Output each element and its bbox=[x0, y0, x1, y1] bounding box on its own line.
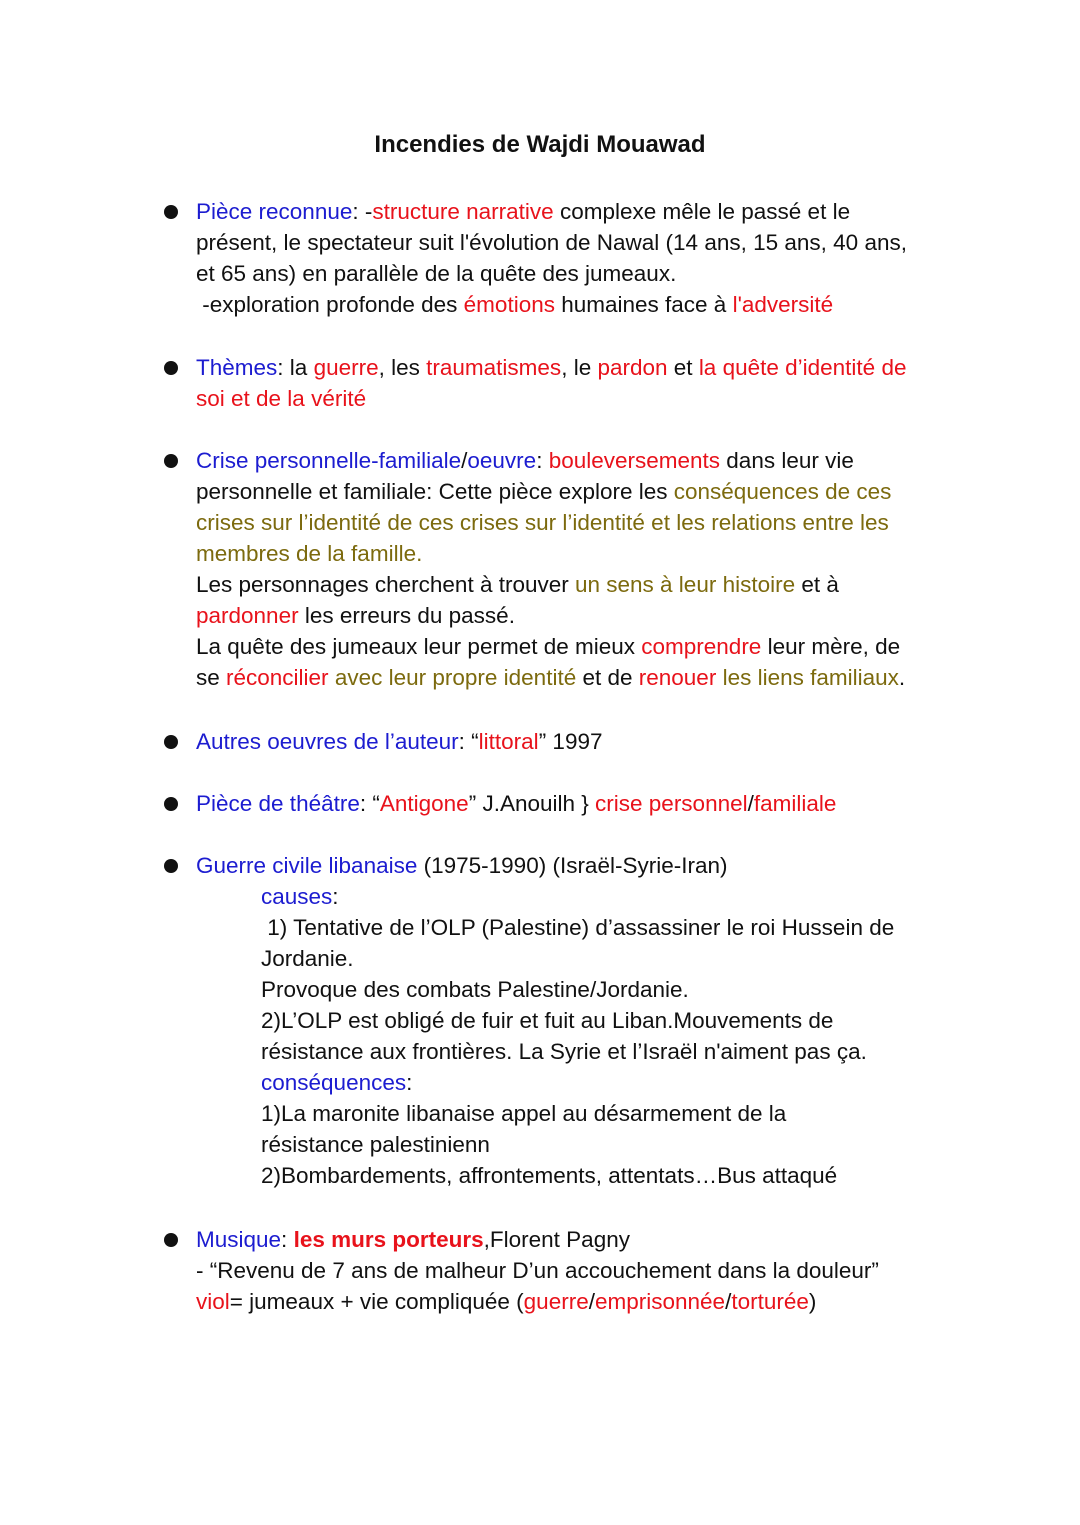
text-line: 1) Tentative de l’OLP (Palestine) d’assassiner le roi Hussein de bbox=[261, 915, 895, 940]
text-line: membres de la famille. bbox=[196, 541, 423, 566]
text-line: Thèmes: la guerre, les traumatismes, le pardon et la quête d’identité de bbox=[196, 355, 907, 380]
bullet-icon bbox=[164, 859, 178, 873]
section-guerre-civile bbox=[196, 850, 956, 1191]
causes-heading: causes: bbox=[261, 884, 339, 909]
keyword: structure narrative bbox=[372, 199, 554, 224]
document-title: Incendies de Wajdi Mouawad bbox=[374, 131, 706, 158]
bullet-icon bbox=[164, 361, 178, 375]
keyword: guerre bbox=[523, 1289, 589, 1314]
keyword: torturée bbox=[731, 1289, 809, 1314]
text-line: crises sur l’identité de ces crises sur l’identité et les relations entre les bbox=[196, 510, 889, 535]
section-label: Pièce de théâtre bbox=[196, 791, 360, 816]
keyword: emprisonnée bbox=[594, 1289, 726, 1314]
text-line: La quête des jumeaux leur permet de mieux comprendre leur mère, de bbox=[196, 634, 901, 659]
highlight: avec leur propre identité bbox=[328, 665, 577, 690]
consequences-heading: conséquences: bbox=[261, 1070, 413, 1095]
bullet-icon bbox=[164, 454, 178, 468]
section-label: oeuvre bbox=[467, 448, 537, 473]
highlight: conséquences de ces bbox=[673, 479, 892, 504]
text-line: 1)La maronite libanaise appel au désarmement de la bbox=[261, 1101, 787, 1126]
bullet-icon bbox=[164, 797, 178, 811]
text-line: personnelle et familiale: Cette pièce explore les conséquences de ces bbox=[196, 479, 892, 504]
text-line: Musique: les murs porteurs,Florent Pagny bbox=[196, 1227, 630, 1252]
text-line: Pièce reconnue: -structure narrative complexe mêle le passé et le bbox=[196, 199, 851, 224]
bullet-icon bbox=[164, 205, 178, 219]
sub-label: causes bbox=[261, 884, 333, 909]
section-piece-reconnue bbox=[196, 196, 956, 320]
text-line: se réconcilier avec leur propre identité et de renouer les liens familiaux. bbox=[196, 665, 906, 690]
text-line: Provoque des combats Palestine/Jordanie. bbox=[261, 977, 689, 1002]
text-line: résistance palestinienn bbox=[261, 1132, 490, 1157]
keyword: littoral bbox=[478, 729, 539, 754]
keyword: familiale bbox=[753, 791, 837, 816]
section-label: Musique bbox=[196, 1227, 282, 1252]
keyword: émotions bbox=[463, 292, 555, 317]
keyword: renouer bbox=[638, 665, 717, 690]
text-line: pardonner les erreurs du passé. bbox=[196, 603, 515, 628]
song-title: les murs porteurs bbox=[293, 1227, 484, 1252]
text-line: soi et de la vérité bbox=[196, 386, 367, 411]
keyword: réconcilier bbox=[226, 665, 329, 690]
section-themes bbox=[196, 352, 956, 414]
text-line: Autres oeuvres de l’auteur: “littoral” 1997 bbox=[196, 729, 603, 754]
keyword: pardon bbox=[597, 355, 668, 380]
section-label: Crise personnelle-familiale bbox=[196, 448, 462, 473]
bullet-icon bbox=[164, 735, 178, 749]
text-line: Les personnages cherchent à trouver un sens à leur histoire et à bbox=[196, 572, 839, 597]
highlight: les liens familiaux bbox=[716, 665, 899, 690]
text-line: viol= jumeaux + vie compliquée (guerre/emprisonnée/torturée) bbox=[196, 1289, 817, 1314]
quote-line: - “Revenu de 7 ans de malheur D’un accouchement dans la douleur” bbox=[196, 1258, 879, 1283]
section-label: Autres oeuvres de l’auteur bbox=[196, 729, 459, 754]
highlight: un sens à leur histoire bbox=[574, 572, 796, 597]
section-label: Pièce reconnue bbox=[196, 199, 353, 224]
sub-label: conséquences bbox=[261, 1070, 407, 1095]
keyword: Antigone bbox=[379, 791, 469, 816]
keyword: pardonner bbox=[196, 603, 299, 628]
section-piece-theatre bbox=[196, 788, 956, 819]
keyword: guerre bbox=[313, 355, 379, 380]
section-crise bbox=[196, 445, 956, 693]
text-line: 2)L’OLP est obligé de fuir et fuit au Liban.Mouvements de bbox=[261, 1008, 834, 1033]
text-line: Jordanie. bbox=[261, 946, 354, 971]
text-line: présent, le spectateur suit l'évolution de Nawal (14 ans, 15 ans, 40 ans, bbox=[196, 230, 907, 255]
section-label: Thèmes bbox=[196, 355, 278, 380]
text-line: et 65 ans) en parallèle de la quête des jumeaux. bbox=[196, 261, 677, 286]
section-autres-oeuvres bbox=[196, 726, 956, 757]
keyword: crise personnel bbox=[595, 791, 748, 816]
keyword: bouleversements bbox=[548, 448, 721, 473]
section-label: Guerre civile libanaise bbox=[196, 853, 418, 878]
text-line: -exploration profonde des émotions humaines face à l'adversité bbox=[196, 292, 834, 317]
bullet-icon bbox=[164, 1233, 178, 1247]
keyword: l'adversité bbox=[732, 292, 834, 317]
section-musique bbox=[196, 1224, 956, 1317]
text-line: 2)Bombardements, affrontements, attentats…Bus attaqué bbox=[261, 1163, 838, 1188]
keyword: comprendre bbox=[641, 634, 762, 659]
keyword: la quête d’identité de bbox=[698, 355, 907, 380]
text-line: résistance aux frontières. La Syrie et l’Israël n'aiment pas ça. bbox=[261, 1039, 867, 1064]
keyword: traumatismes bbox=[426, 355, 562, 380]
text-line: Pièce de théâtre: “Antigone” J.Anouilh } crise personnel/familiale bbox=[196, 791, 837, 816]
text-line: Guerre civile libanaise (1975-1990) (Israël-Syrie-Iran) bbox=[196, 853, 728, 878]
keyword: viol bbox=[196, 1289, 230, 1314]
text-line: Crise personnelle-familiale/oeuvre: bouleversements dans leur vie bbox=[196, 448, 854, 473]
